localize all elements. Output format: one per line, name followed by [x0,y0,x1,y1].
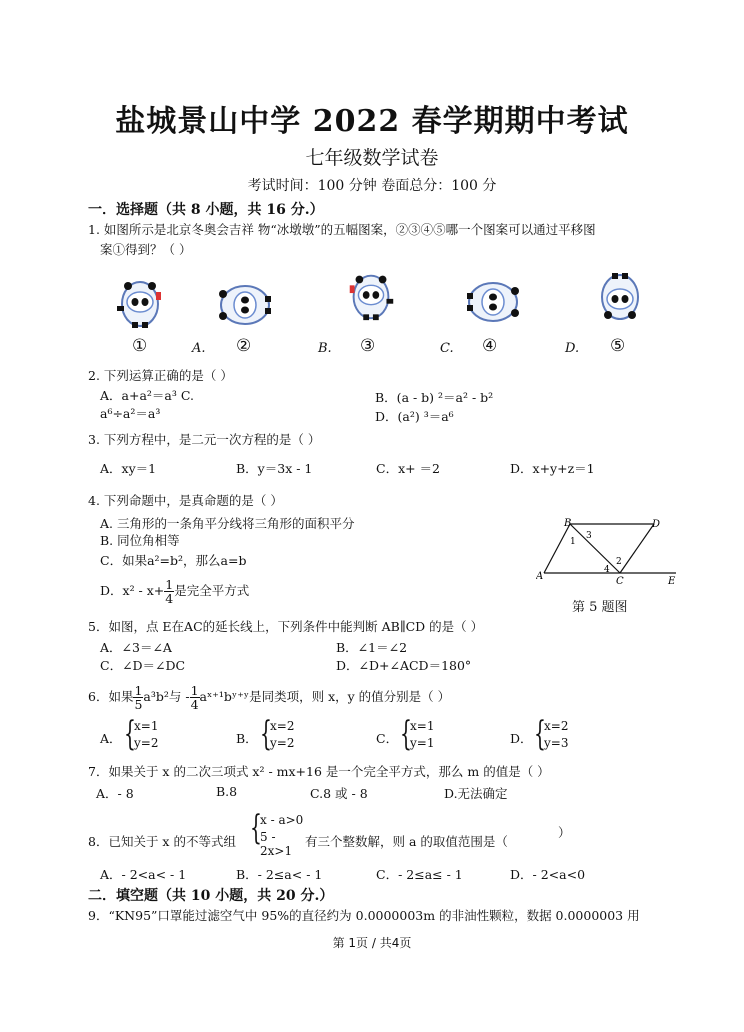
fig-angle-1: 1 [570,537,576,547]
fig-point-d: D [652,519,661,530]
q6-option-c-system: { x=1 y=1 [400,714,435,754]
q5-option-c: C．∠D＝∠DC [100,658,186,673]
fig-point-e: E [668,576,676,587]
fig-point-b: B [564,518,572,529]
exam-title: 盐城景山中学 2022 春学期期中考试 [115,104,629,139]
q5-option-a: A．∠3＝∠A [100,640,172,655]
q1-option-b: B. [318,341,332,356]
q3-option-b: B．y＝3x - 1 [236,461,313,476]
q8-stem-pre: 8．已知关于 x 的不等式组 [88,834,236,849]
q5-option-b: B．∠1＝∠2 [336,640,408,655]
q1-label-2: ② [236,336,252,356]
fig-angle-3: 3 [586,531,592,541]
q7-stem: 7．如果关于 x 的二次三项式 x² - mx+16 是一个完全平方式，那么 m 的值是（ ） [88,764,550,779]
panda-image-1 [110,272,170,332]
q1-label-1: ① [132,336,148,356]
q3-option-c: C．x+ ＝2 [376,461,441,476]
q6-stem: 6．如果 $\frac{1}{5}$ a³b²与 - $\frac{1}{4}$ aˣ⁺¹bʸ⁺ʸ是同类项，则 x，y 的值分别是（ ） [88,683,451,712]
q3-option-a: A．xy＝1 [100,461,157,476]
q8-option-a: A．- 2<a< - 1 [100,867,187,882]
q8-stem-post: 有三个整数解，则 a 的取值范围是（ [305,834,508,849]
q1-line1: 1. 如图所示是北京冬奥会吉祥 物“冰墩墩”的五幅图案，②③④⑤哪一个图案可以通过平移图 [88,222,596,237]
page-footer: 第 1页 / 共4页 [332,936,412,950]
q6-option-a-system: { x=1 y=2 [124,714,159,754]
figure-5-diagram [536,516,684,590]
q4-option-a: A. 三角形的一条角平分线将三角形的面积平分 [100,516,355,531]
q4-option-d: D．x² - x+ $\frac{1}{4}$ 是完全平方式 [100,577,250,606]
q6-option-b-system: { x=2 y=2 [260,714,295,754]
fig-point-a: A [536,571,544,582]
q1-line2: 案①得到？（ ） [100,242,192,257]
q8-option-d: D．- 2<a<0 [510,867,586,882]
q2-option-b: B．(a - b) ²＝a² - b² [375,390,494,405]
q2-stem: 2. 下列运算正确的是（ ） [88,368,233,383]
q6-option-d-label: D． [510,731,533,746]
q7-option-b: B.8 [216,784,238,799]
q5-stem: 5．如图，点 E在AC的延长线上，下列条件中能判断 AB∥CD 的是（ ） [88,619,484,634]
q8-paren-close: ） [558,825,571,840]
exam-subtitle: 七年级数学试卷 [305,147,439,169]
section-fill-heading: 二．填空题（共 10 小题，共 20 分.） [88,888,334,904]
q8-option-c: C．- 2≤a≤ - 1 [376,867,463,882]
q8-option-b: B．- 2≤a< - 1 [236,867,323,882]
q7-option-d: D.无法确定 [444,786,508,801]
q2-option-c: a⁶÷a²＝a³ [100,406,161,421]
q4-stem: 4. 下列命题中，是真命题的是（ ） [88,493,283,508]
q1-label-5: ⑤ [610,336,626,356]
q1-option-c: C. [440,341,454,356]
q1-option-d: D. [565,341,580,356]
q5-option-d: D．∠D+∠ACD＝180° [336,658,472,673]
q2-option-d: D．(a²) ³＝a⁶ [375,409,454,424]
q4-option-b: B. 同位角相等 [100,533,180,548]
q1-label-3: ③ [360,336,376,356]
q1-option-a: A. [192,341,206,356]
q7-option-a: A．- 8 [96,786,134,801]
panda-image-4 [462,275,524,329]
q6-option-c-label: C． [376,731,399,746]
q6-option-d-system: { x=2 y=3 [534,714,569,754]
q4-option-c: C．如果a²=b²，那么a=b [100,553,247,568]
panda-image-3 [342,266,400,324]
fig-angle-2: 2 [616,557,622,567]
panda-image-5 [590,268,650,330]
fig-point-c: C [616,576,624,587]
q1-label-4: ④ [482,336,498,356]
q6-option-b-label: B． [236,731,258,746]
q3-option-d: D．x+y+z＝1 [510,461,595,476]
q3-stem: 3. 下列方程中，是二元一次方程的是（ ） [88,432,321,447]
figure-5-caption: 第 5 题图 [572,600,628,615]
q8-inequality-system: { x - a>0 5 - 2x>1 [250,808,304,858]
section-choice-heading: 一．选择题（共 8 小题，共 16 分.） [88,202,324,218]
q2-option-a: A．a+a²＝a³ C. [100,388,194,403]
q6-option-a-label: A． [100,731,122,746]
panda-image-2 [215,278,275,332]
exam-info: 考试时间：100 分钟 卷面总分：100 分 [247,178,497,194]
q9-stem: 9．“KN95”口罩能过滤空气中 95%的直径约为 0.0000003m 的非油性颗粒，数据 0.0000003 用 [88,908,640,923]
q7-option-c: C.8 或 - 8 [310,786,368,801]
fig-angle-4: 4 [604,565,610,575]
